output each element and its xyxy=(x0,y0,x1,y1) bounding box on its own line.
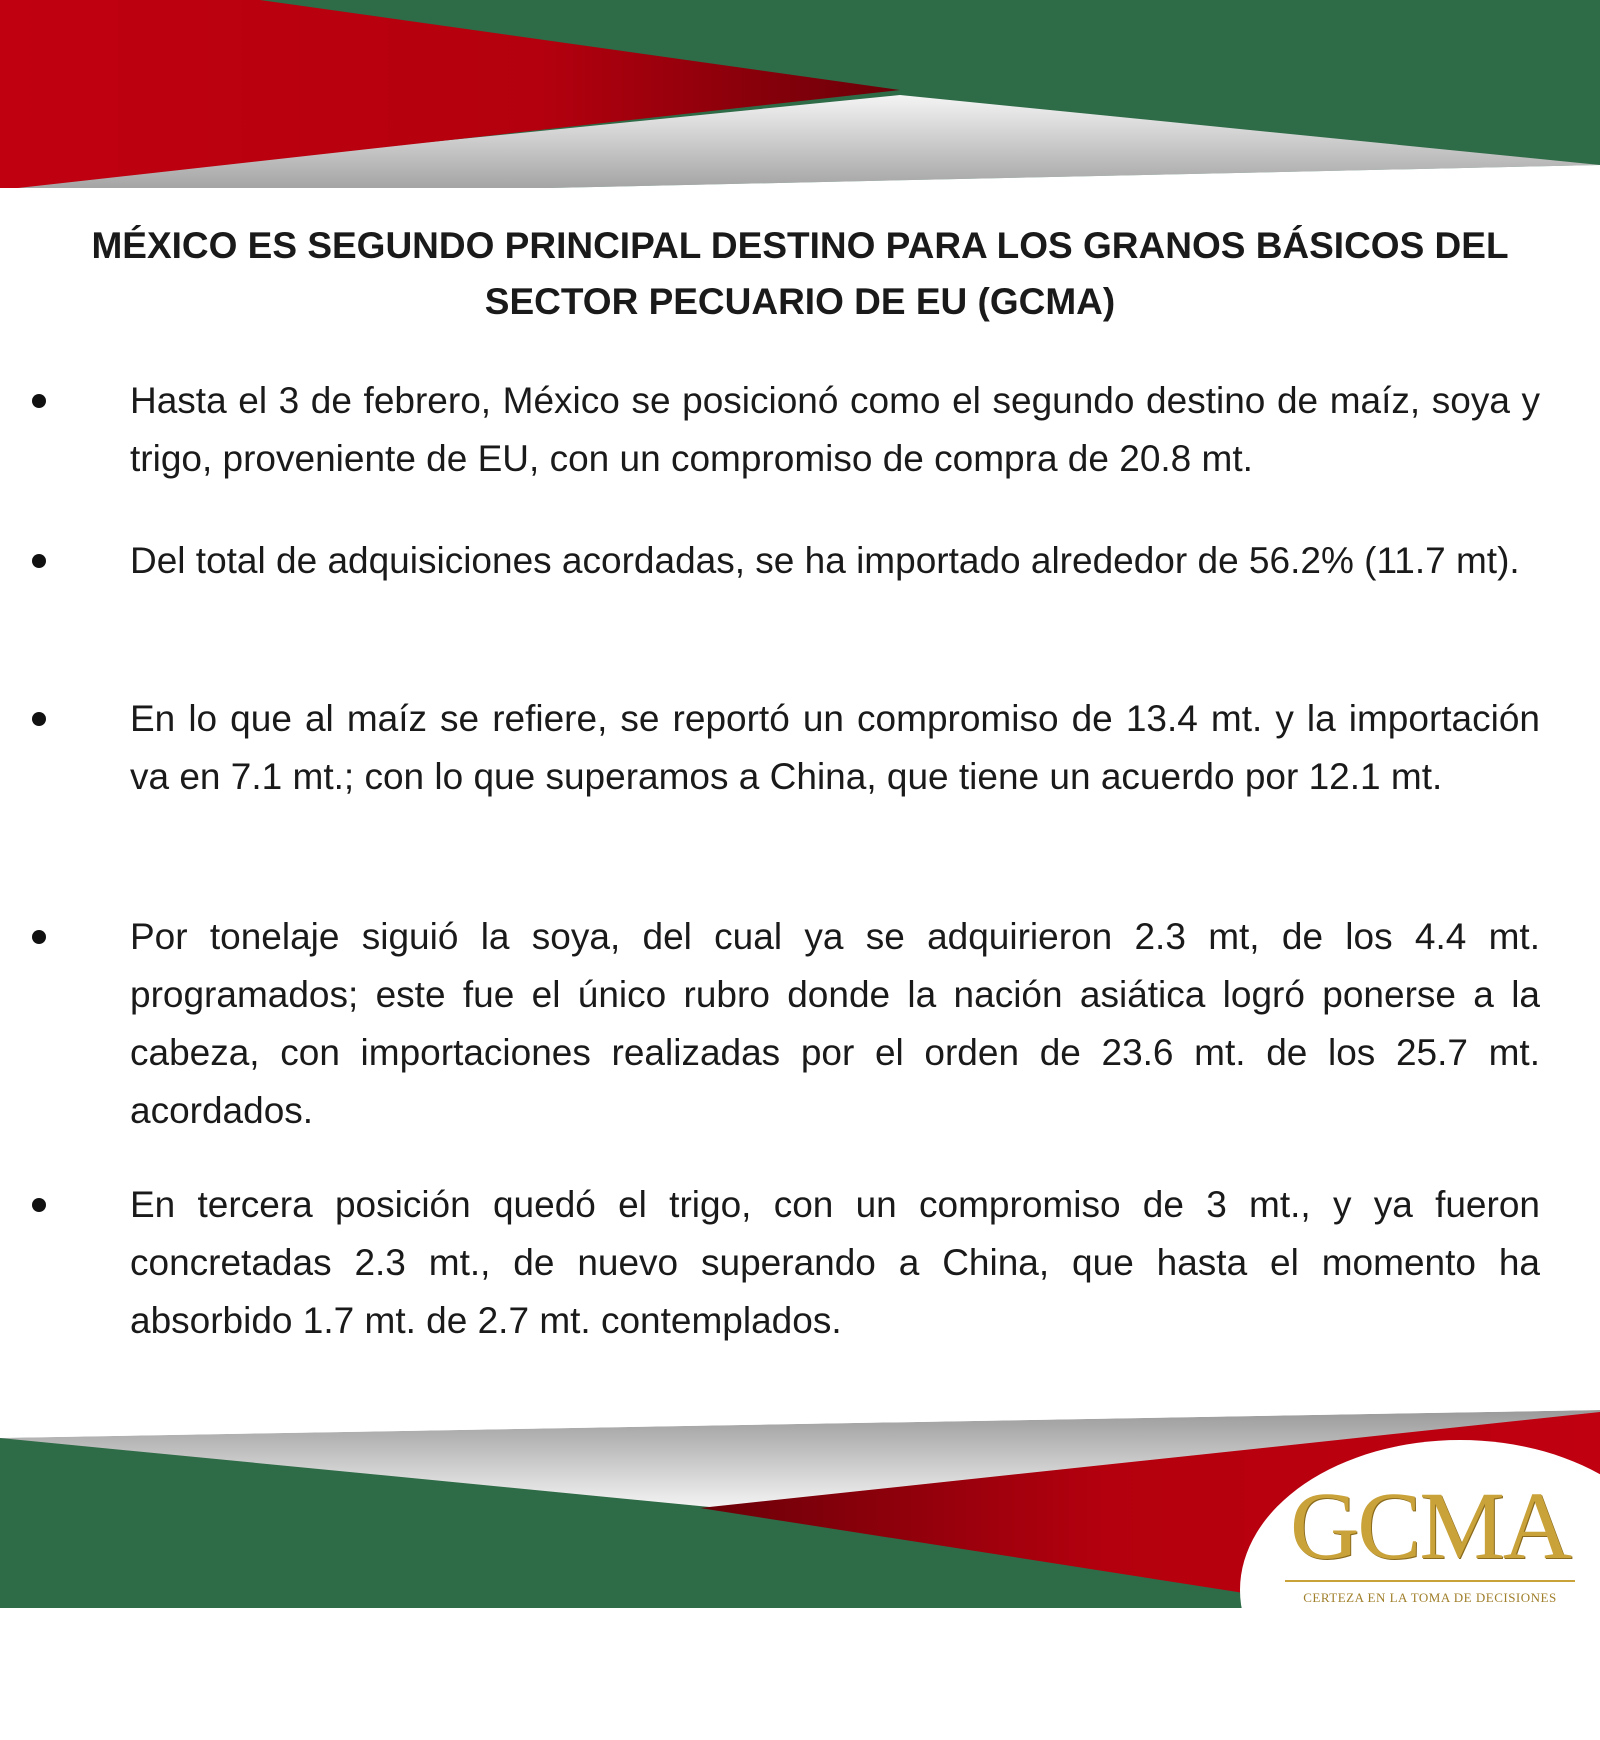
title-line-1: MÉXICO ES SEGUNDO PRINCIPAL DESTINO PARA LOS GRANOS BÁSICOS DEL xyxy=(91,225,1509,266)
bullet-icon xyxy=(32,554,46,568)
bullet-text: Por tonelaje siguió la soya, del cual ya se adquirieron 2.3 mt, de los 4.4 mt. programados; este fue el único rubro donde la nación asiática logró ponerse a la cabeza, con importaciones realizadas por el orden de 23.6 mt. de los 25.7 mt. acordados. xyxy=(130,916,1540,1131)
bullet-text: En tercera posición quedó el trigo, con un compromiso de 3 mt., y ya fueron concretadas 2.3 mt., de nuevo superando a China, que hasta el momento ha absorbido 1.7 mt. de 2.7 mt. contemplados. xyxy=(130,1184,1540,1341)
gcma-logo: GCMA xyxy=(1289,1472,1571,1579)
logo-tagline: CERTEZA EN LA TOMA DE DECISIONES xyxy=(1303,1590,1557,1605)
bullet-text: Del total de adquisiciones acordadas, se ha importado alrededor de 56.2% (11.7 mt). xyxy=(130,540,1520,581)
page-title xyxy=(60,218,1540,330)
bullet-icon xyxy=(32,712,46,726)
bullet-icon xyxy=(32,930,46,944)
logo-divider xyxy=(1285,1580,1575,1582)
bullet-icon xyxy=(32,394,46,408)
bullet-text: En lo que al maíz se refiere, se reportó un compromiso de 13.4 mt. y la importación va en 7.1 mt.; con lo que superamos a China, que tiene un acuerdo por 12.1 mt. xyxy=(130,698,1540,797)
bullet-text: Hasta el 3 de febrero, México se posicionó como el segundo destino de maíz, soya y trigo, proveniente de EU, con un compromiso de compra de 20.8 mt. xyxy=(130,380,1540,479)
bullet-icon xyxy=(32,1198,46,1212)
top-banner xyxy=(0,0,1600,200)
title-line-2: SECTOR PECUARIO DE EU (GCMA) xyxy=(484,281,1116,322)
